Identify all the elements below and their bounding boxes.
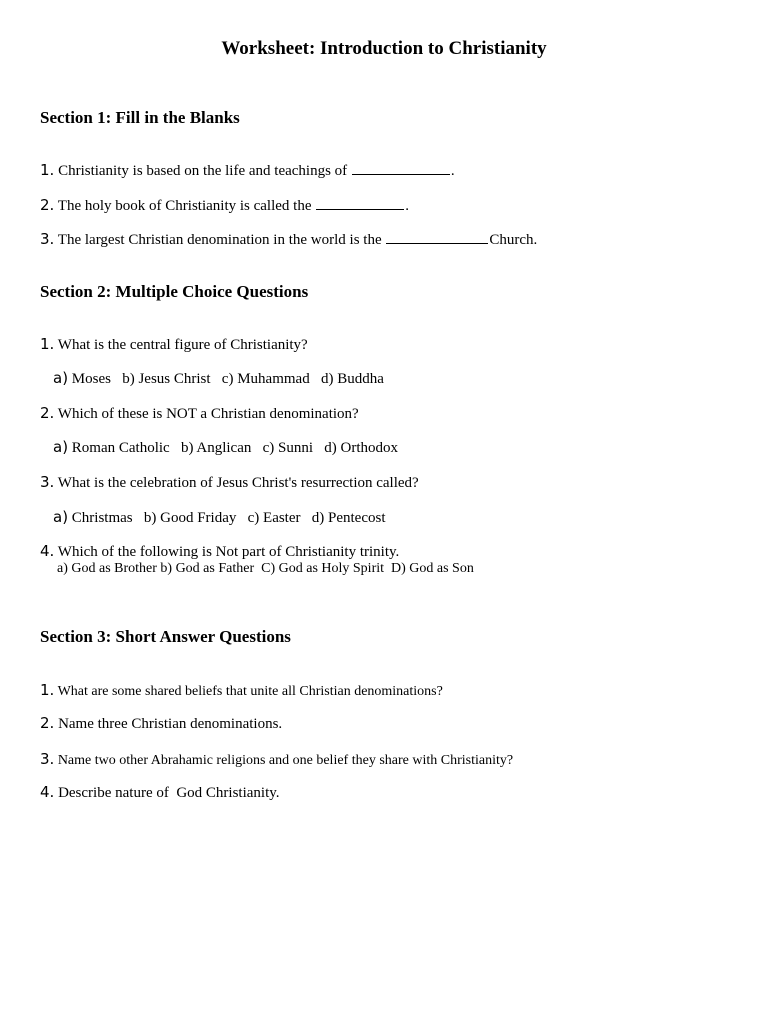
item-text-end: . <box>405 198 410 214</box>
mc-options-2 <box>53 438 398 457</box>
section-2-heading: Section 2: Multiple Choice Questions <box>40 282 309 301</box>
mc-question-1 <box>40 335 308 354</box>
mc-options-1 <box>53 369 384 388</box>
item-number: 1. <box>40 161 55 179</box>
item-text: The holy book of Christianity is called the <box>57 198 316 214</box>
short-answer-3 <box>40 750 513 769</box>
options-text: Moses b) Jesus Christ c) Muhammad d) Buddha <box>71 371 384 387</box>
answer-blank[interactable] <box>316 197 404 210</box>
question-text: Which of the following is Not part of Christianity trinity. <box>57 544 400 560</box>
question-text: What is the celebration of Jesus Christ's resurrection called? <box>57 475 419 491</box>
question-text: Name three Christian denominations. <box>58 716 283 732</box>
question-number: 4. <box>40 542 55 560</box>
item-number: 3. <box>40 230 55 248</box>
question-number: 2. <box>40 404 55 422</box>
item-text-end: . <box>450 163 455 179</box>
question-text: What is the central figure of Christianity? <box>57 337 308 353</box>
mc-question-2 <box>40 404 359 423</box>
options-text: Roman Catholic b) Anglican c) Sunni d) Orthodox <box>71 440 399 456</box>
fill-blank-item-1 <box>40 161 455 180</box>
question-number: 2. <box>40 714 55 732</box>
question-text: What are some shared beliefs that unite all Christian denominations? <box>57 684 443 699</box>
options-text: Christmas b) Good Friday c) Easter d) Pentecost <box>71 510 386 526</box>
options-text: a) God as Brother b) God as Father C) God as Holy Spirit D) God as Son <box>57 561 474 576</box>
short-answer-1 <box>40 681 443 700</box>
section-3-heading: Section 3: Short Answer Questions <box>40 627 291 646</box>
mc-question-4 <box>40 542 399 561</box>
question-number: 1. <box>40 681 55 699</box>
mc-options-3 <box>53 508 386 527</box>
item-text-end: Church. <box>489 232 538 248</box>
fill-blank-item-3 <box>40 230 537 249</box>
option-prefix: a) <box>53 369 69 387</box>
question-text: Name two other Abrahamic religions and one belief they share with Christianity? <box>57 753 514 768</box>
answer-blank[interactable] <box>386 231 488 244</box>
fill-blank-item-2 <box>40 196 409 215</box>
worksheet-title: Worksheet: Introduction to Christianity <box>221 38 547 59</box>
question-text: Describe nature of God Christianity. <box>58 785 280 801</box>
item-number: 2. <box>40 196 55 214</box>
option-prefix: a) <box>53 438 69 456</box>
question-number: 1. <box>40 335 55 353</box>
section-1-heading: Section 1: Fill in the Blanks <box>40 108 240 127</box>
item-text: The largest Christian denomination in the world is the <box>57 232 386 248</box>
question-number: 3. <box>40 473 55 491</box>
mc-options-4 <box>57 561 474 577</box>
question-number: 4. <box>40 783 55 801</box>
question-text: Which of these is NOT a Christian denomination? <box>57 406 359 422</box>
question-number: 3. <box>40 750 55 768</box>
option-prefix: a) <box>53 508 69 526</box>
short-answer-2 <box>40 714 282 733</box>
short-answer-4 <box>40 783 280 802</box>
mc-question-3 <box>40 473 419 492</box>
answer-blank[interactable] <box>352 162 450 175</box>
item-text: Christianity is based on the life and teachings of <box>58 163 351 179</box>
